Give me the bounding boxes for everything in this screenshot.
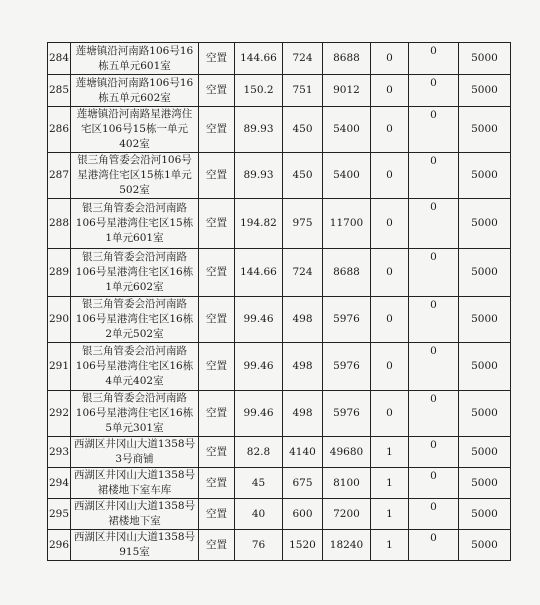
cell-row-number: 287 (48, 153, 71, 199)
cell-area: 89.93 (235, 107, 283, 153)
cell-address: 银三角管委会沿河106号星港湾住宅区15栋1单元502室 (71, 153, 199, 199)
cell-address: 莲塘镇沿河南路106号16栋五单元602室 (71, 75, 199, 107)
cell-count: 0 (371, 199, 409, 249)
table-row (48, 43, 511, 75)
cell-status: 空置 (199, 391, 235, 437)
cell-deposit: 5000 (459, 107, 511, 153)
table-row (48, 153, 511, 199)
cell-annual-rent: 11700 (323, 199, 371, 249)
cell-address: 银三角管委会沿河南路106号星港湾住宅区16栋1单元602室 (71, 249, 199, 297)
cell-monthly-rent: 4140 (283, 437, 323, 468)
cell-status: 空置 (199, 468, 235, 499)
cell-annual-rent: 9012 (323, 75, 371, 107)
cell-value: 0 (409, 153, 459, 199)
cell-status: 空置 (199, 43, 235, 75)
cell-address: 银三角管委会沿河南路106号星港湾住宅区16栋2单元502室 (71, 297, 199, 343)
cell-value: 0 (409, 391, 459, 437)
table-row (48, 199, 511, 249)
cell-status: 空置 (199, 107, 235, 153)
cell-annual-rent: 8688 (323, 43, 371, 75)
cell-count: 0 (371, 391, 409, 437)
cell-status: 空置 (199, 75, 235, 107)
cell-area: 144.66 (235, 43, 283, 75)
cell-count: 0 (371, 297, 409, 343)
cell-count: 1 (371, 468, 409, 499)
table-row (48, 437, 511, 468)
cell-row-number: 286 (48, 107, 71, 153)
cell-row-number: 289 (48, 249, 71, 297)
table-row (48, 468, 511, 499)
cell-annual-rent: 8688 (323, 249, 371, 297)
cell-value: 0 (409, 249, 459, 297)
cell-address: 西湖区井冈山大道1358号915室 (71, 530, 199, 561)
table-row (48, 297, 511, 343)
cell-monthly-rent: 450 (283, 107, 323, 153)
cell-area: 40 (235, 499, 283, 530)
cell-count: 1 (371, 437, 409, 468)
property-table (47, 42, 511, 561)
cell-area: 150.2 (235, 75, 283, 107)
cell-value: 0 (409, 75, 459, 107)
cell-status: 空置 (199, 297, 235, 343)
cell-row-number: 293 (48, 437, 71, 468)
cell-monthly-rent: 498 (283, 343, 323, 391)
cell-annual-rent: 18240 (323, 530, 371, 561)
cell-count: 0 (371, 153, 409, 199)
cell-status: 空置 (199, 343, 235, 391)
cell-status: 空置 (199, 153, 235, 199)
cell-value: 0 (409, 468, 459, 499)
cell-address: 西湖区井冈山大道1358号3号商铺 (71, 437, 199, 468)
cell-annual-rent: 49680 (323, 437, 371, 468)
cell-annual-rent: 5400 (323, 107, 371, 153)
cell-area: 99.46 (235, 343, 283, 391)
cell-deposit: 5000 (459, 499, 511, 530)
cell-row-number: 296 (48, 530, 71, 561)
cell-area: 45 (235, 468, 283, 499)
table-row (48, 343, 511, 391)
cell-value: 0 (409, 437, 459, 468)
cell-value: 0 (409, 43, 459, 75)
cell-count: 0 (371, 43, 409, 75)
cell-deposit: 5000 (459, 437, 511, 468)
cell-area: 144.66 (235, 249, 283, 297)
cell-row-number: 291 (48, 343, 71, 391)
cell-value: 0 (409, 199, 459, 249)
cell-status: 空置 (199, 530, 235, 561)
cell-address: 银三角管委会沿河南路106号星港湾住宅区16栋5单元301室 (71, 391, 199, 437)
cell-annual-rent: 8100 (323, 468, 371, 499)
cell-row-number: 295 (48, 499, 71, 530)
cell-count: 0 (371, 75, 409, 107)
cell-deposit: 5000 (459, 468, 511, 499)
cell-address: 莲塘镇沿河南路星港湾住宅区106号15栋一单元402室 (71, 107, 199, 153)
cell-value: 0 (409, 499, 459, 530)
cell-address: 莲塘镇沿河南路106号16栋五单元601室 (71, 43, 199, 75)
cell-area: 76 (235, 530, 283, 561)
table-row (48, 391, 511, 437)
cell-area: 99.46 (235, 391, 283, 437)
cell-deposit: 5000 (459, 249, 511, 297)
cell-count: 0 (371, 343, 409, 391)
cell-count: 0 (371, 107, 409, 153)
cell-status: 空置 (199, 499, 235, 530)
cell-row-number: 288 (48, 199, 71, 249)
table-row (48, 530, 511, 561)
cell-value: 0 (409, 530, 459, 561)
cell-address: 西湖区井冈山大道1358号裙楼地下室 (71, 499, 199, 530)
cell-row-number: 292 (48, 391, 71, 437)
cell-annual-rent: 5976 (323, 297, 371, 343)
cell-row-number: 294 (48, 468, 71, 499)
cell-area: 89.93 (235, 153, 283, 199)
cell-row-number: 290 (48, 297, 71, 343)
cell-deposit: 5000 (459, 391, 511, 437)
cell-monthly-rent: 975 (283, 199, 323, 249)
table-row (48, 499, 511, 530)
cell-address: 银三角管委会沿河南路106号星港湾住宅区15栋1单元601室 (71, 199, 199, 249)
cell-monthly-rent: 724 (283, 43, 323, 75)
cell-deposit: 5000 (459, 75, 511, 107)
cell-deposit: 5000 (459, 297, 511, 343)
cell-monthly-rent: 751 (283, 75, 323, 107)
cell-monthly-rent: 724 (283, 249, 323, 297)
cell-annual-rent: 5400 (323, 153, 371, 199)
cell-area: 194.82 (235, 199, 283, 249)
cell-row-number: 285 (48, 75, 71, 107)
cell-monthly-rent: 498 (283, 297, 323, 343)
cell-deposit: 5000 (459, 199, 511, 249)
cell-address: 银三角管委会沿河南路106号星港湾住宅区16栋4单元402室 (71, 343, 199, 391)
cell-monthly-rent: 675 (283, 468, 323, 499)
cell-value: 0 (409, 343, 459, 391)
cell-annual-rent: 7200 (323, 499, 371, 530)
cell-annual-rent: 5976 (323, 343, 371, 391)
cell-annual-rent: 5976 (323, 391, 371, 437)
cell-status: 空置 (199, 199, 235, 249)
cell-monthly-rent: 498 (283, 391, 323, 437)
cell-deposit: 5000 (459, 343, 511, 391)
cell-monthly-rent: 600 (283, 499, 323, 530)
cell-status: 空置 (199, 437, 235, 468)
cell-deposit: 5000 (459, 153, 511, 199)
cell-count: 0 (371, 249, 409, 297)
table-row (48, 107, 511, 153)
cell-deposit: 5000 (459, 43, 511, 75)
cell-count: 1 (371, 499, 409, 530)
cell-value: 0 (409, 297, 459, 343)
cell-address: 西湖区井冈山大道1358号裙楼地下室车库 (71, 468, 199, 499)
cell-monthly-rent: 450 (283, 153, 323, 199)
cell-monthly-rent: 1520 (283, 530, 323, 561)
cell-area: 82.8 (235, 437, 283, 468)
cell-value: 0 (409, 107, 459, 153)
table-row (48, 75, 511, 107)
cell-count: 1 (371, 530, 409, 561)
table-row (48, 249, 511, 297)
cell-area: 99.46 (235, 297, 283, 343)
cell-deposit: 5000 (459, 530, 511, 561)
cell-status: 空置 (199, 249, 235, 297)
cell-row-number: 284 (48, 43, 71, 75)
